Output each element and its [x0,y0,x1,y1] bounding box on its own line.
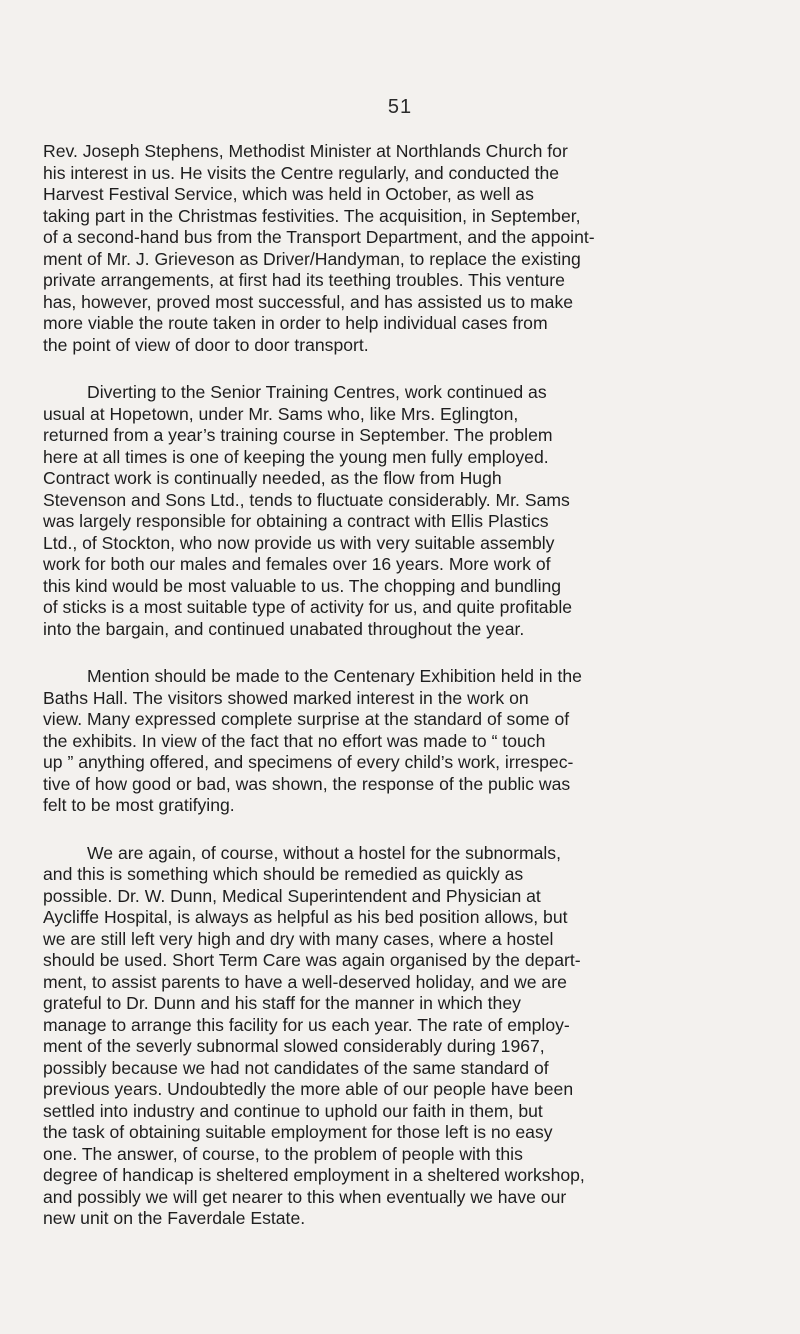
text-line: returned from a year’s training course in September. The problem [43,425,553,445]
text-line: possibly because we had not candidates of the same standard of [43,1057,549,1078]
text-line: here at all times is one of keeping the young men fully employed. [43,446,549,467]
text-line: We are again, of course, without a hostel for the subnormals, [87,842,561,863]
text-line: private arrangements, at first had its teething troubles. This venture [43,270,565,290]
text-line: one. The answer, of course, to the problem of people with this [43,1143,523,1164]
text-line: Aycliffe Hospital, is always as helpful as his bed position allows, but [43,907,568,927]
text-line: felt to be most gratifying. [43,795,235,815]
text-line: ment, to assist parents to have a well-deserved holiday, and we are [43,971,567,992]
text-line: Mention should be made to the Centenary Exhibition held in the [87,666,582,686]
text-line: ment of the severly subnormal slowed considerably during 1967, [43,1036,545,1056]
page-number: 51 [387,96,413,118]
text-line: this kind would be most valuable to us. The chopping and bundling [43,575,562,596]
text-line: of sticks is a most suitable type of activity for us, and quite profitable [43,597,573,617]
text-line: should be used. Short Term Care was again organised by the depart- [43,950,581,970]
body-text [43,141,773,1256]
text-line: Contract work is continually needed, as the flow from Hugh [43,468,502,488]
text-line: more viable the route taken in order to help individual cases from [43,313,548,333]
text-line: possible. Dr. W. Dunn, Medical Superintendent and Physician at [43,885,541,906]
text-line: and this is something which should be remedied as quickly as [43,864,524,884]
text-line: new unit on the Faverdale Estate. [43,1208,306,1228]
text-line: up ” anything offered, and specimens of every child’s work, irrespec- [43,752,574,772]
text-line: Baths Hall. The visitors showed marked interest in the work on [43,687,529,708]
text-line: into the bargain, and continued unabated throughout the year. [43,618,525,639]
text-line: settled into industry and continue to uphold our faith in them, but [43,1100,543,1121]
text-line: Rev. Joseph Stephens, Methodist Minister at Northlands Church for [43,141,568,161]
text-line: the point of view of door to door transport. [43,334,369,355]
paragraph-northlands-church [43,141,773,356]
text-line: the exhibits. In view of the fact that no effort was made to “ touch [43,730,546,751]
text-line: ment of Mr. J. Grieveson as Driver/Handyman, to replace the existing [43,248,581,269]
text-line: Diverting to the Senior Training Centres, work continued as [87,382,547,402]
text-line: the task of obtaining suitable employment for those left is no easy [43,1122,553,1142]
text-line: tive of how good or bad, was shown, the response of the public was [43,773,571,794]
text-line: Harvest Festival Service, which was held in October, as well as [43,184,534,204]
text-line: of a second-hand bus from the Transport Department, and the appoint- [43,227,595,247]
paragraph-hostel-subnormals [43,843,773,1230]
text-line: we are still left very high and dry with many cases, where a hostel [43,928,554,949]
text-line: taking part in the Christmas festivities. The acquisition, in September, [43,205,581,226]
text-line: his interest in us. He visits the Centre regularly, and conducted the [43,162,560,183]
text-line: work for both our males and females over 16 years. More work of [43,554,551,574]
text-line: Ltd., of Stockton, who now provide us with very suitable assembly [43,532,555,553]
text-line: and possibly we will get nearer to this when eventually we have our [43,1186,567,1207]
text-line: usual at Hopetown, under Mr. Sams who, like Mrs. Eglington, [43,403,519,424]
paragraph-centenary-exhibition [43,666,773,817]
text-line: has, however, proved most successful, and has assisted us to make [43,291,574,312]
text-line: was largely responsible for obtaining a contract with Ellis Plastics [43,511,549,531]
text-line: previous years. Undoubtedly the more able of our people have been [43,1079,574,1099]
text-line: view. Many expressed complete surprise at the standard of some of [43,709,570,729]
text-line: manage to arrange this facility for us each year. The rate of employ- [43,1014,570,1035]
text-line: Stevenson and Sons Ltd., tends to fluctuate considerably. Mr. Sams [43,489,570,510]
text-line: degree of handicap is sheltered employment in a sheltered workshop, [43,1165,585,1185]
text-line: grateful to Dr. Dunn and his staff for the manner in which they [43,993,521,1013]
paragraph-senior-training-centres [43,382,773,640]
